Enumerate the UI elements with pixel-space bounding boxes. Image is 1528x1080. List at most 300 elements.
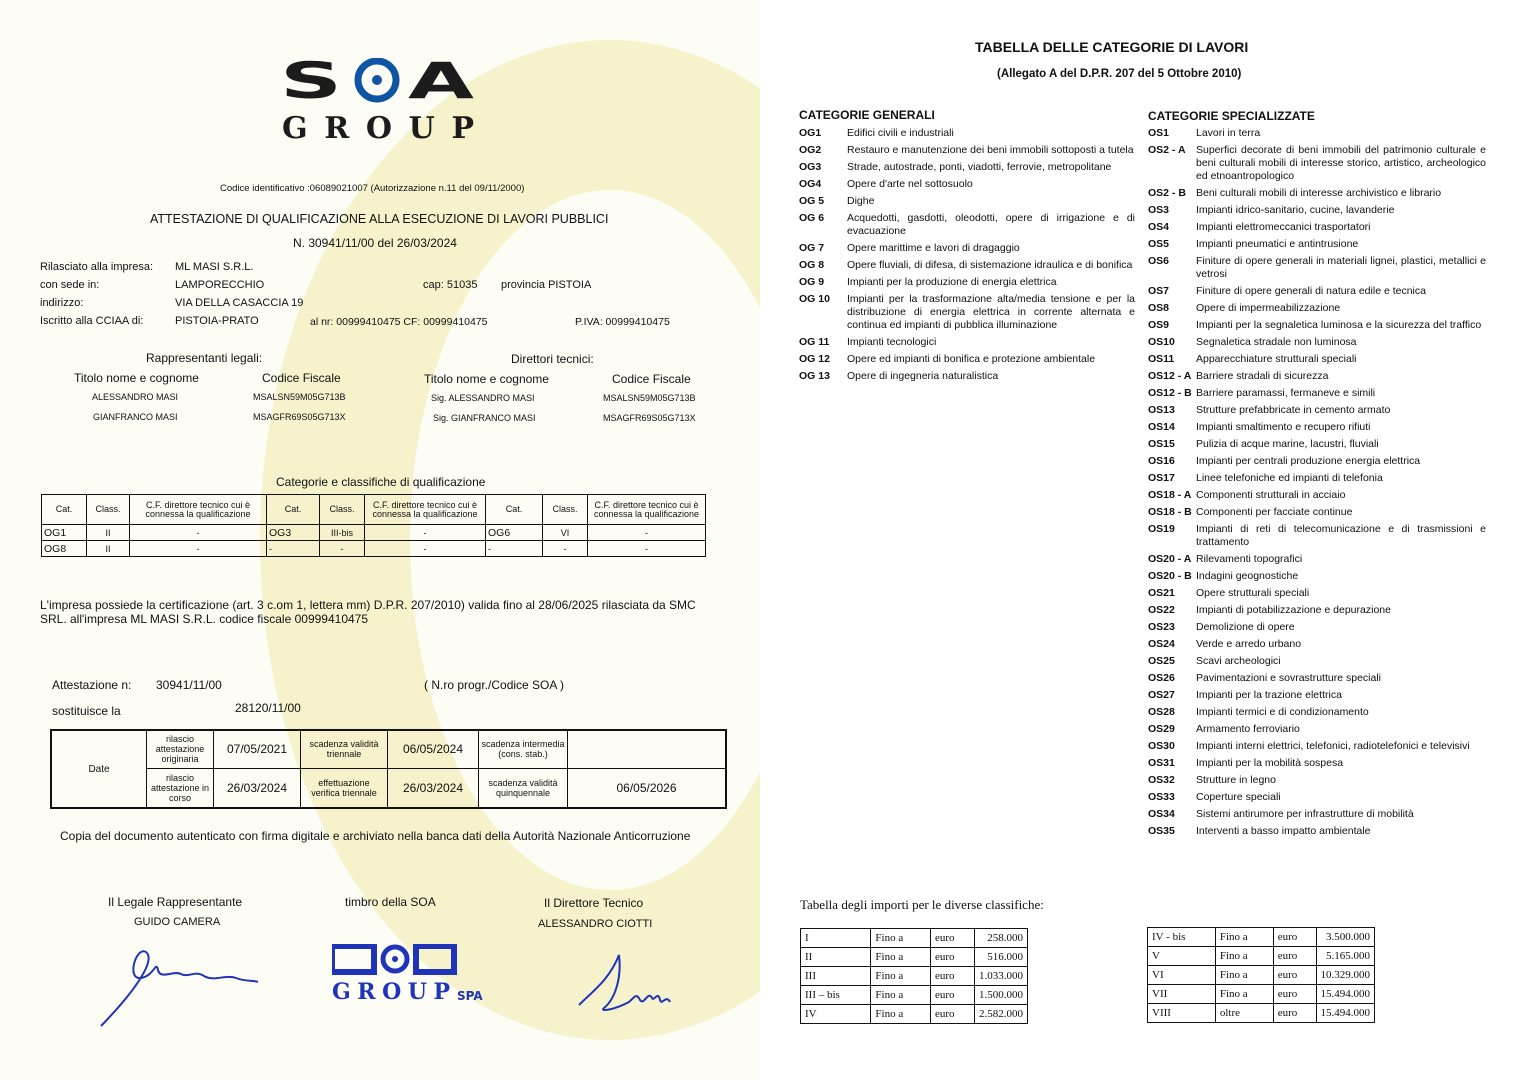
category-description: Finiture di opere generali in materiali lignei, plastici, metallici e vetrosi xyxy=(1196,255,1486,280)
category-code: OS12 - A xyxy=(1148,370,1192,382)
category-code: OS2 - B xyxy=(1148,187,1186,199)
table-row xyxy=(42,525,706,541)
category-description: Impianti idrico-sanitario, cucine, lavanderie xyxy=(1196,204,1395,216)
date-cell-label: rilascio attestazione originaria xyxy=(147,730,214,768)
importi-cell: Fino a xyxy=(1215,985,1273,1004)
category-code: OS11 xyxy=(1148,353,1175,365)
category-code: OS7 xyxy=(1148,285,1170,297)
category-code: OS27 xyxy=(1148,689,1175,701)
category-description: Impianti per la trazione elettrica xyxy=(1196,689,1342,701)
category-description: Dighe xyxy=(847,195,875,207)
category-code: OS10 xyxy=(1148,336,1175,348)
category-description: Impianti per la trasformazione alta/media tensione e per la distribuzione di energia elettrica in corrente alternata e continua ed impianti di pubblica illuminazione xyxy=(847,293,1135,331)
cell: OG6 xyxy=(486,525,543,541)
list-item xyxy=(799,178,1135,191)
legale-name: GUIDO CAMERA xyxy=(134,916,221,928)
category-description: Componenti per facciate continue xyxy=(1196,506,1353,518)
category-description: Opere di ingegneria naturalistica xyxy=(847,370,999,382)
cell: VI xyxy=(543,525,588,541)
importi-cell: euro xyxy=(931,929,975,948)
list-item xyxy=(799,370,1135,383)
category-description: Pavimentazioni e sovrastrutture speciali xyxy=(1196,672,1382,684)
rappresentanti-col-name: Titolo nome e cognome xyxy=(74,371,199,385)
list-item xyxy=(1148,255,1486,281)
soa-group-stamp xyxy=(332,944,492,1004)
table-subtitle: (Allegato A del D.P.R. 207 del 5 Ottobre 2010) xyxy=(997,68,1242,80)
importi-cell: 10.329.000 xyxy=(1316,966,1375,985)
category-description: Lavori in terra xyxy=(1196,127,1261,139)
header-class: Class. xyxy=(543,495,588,525)
category-description: Opere ed impianti di bonifica e protezione ambientale xyxy=(847,353,1096,365)
list-item xyxy=(1148,221,1486,234)
category-description: Componenti strutturali in acciaio xyxy=(1196,489,1346,501)
category-code: OS16 xyxy=(1148,455,1175,467)
importi-cell: 1.033.000 xyxy=(975,967,1028,986)
importi-cell: IV xyxy=(801,1005,871,1024)
importi-cell: V xyxy=(1148,947,1216,966)
list-item xyxy=(1148,421,1486,434)
legale-signature-icon xyxy=(96,940,266,1030)
list-item xyxy=(1148,238,1486,251)
category-description: Strutture prefabbricate in cemento armato xyxy=(1196,404,1391,416)
list-item xyxy=(1148,144,1486,183)
category-description: Demolizione di opere xyxy=(1196,621,1295,633)
table-row xyxy=(801,929,1028,948)
list-item xyxy=(1148,336,1486,349)
importi-cell: euro xyxy=(931,948,975,967)
list-item xyxy=(1148,672,1486,685)
category-code: OG 7 xyxy=(799,242,825,254)
importi-cell: VIII xyxy=(1148,1004,1216,1023)
category-description: Opere fluviali, di difesa, di sistemazione idraulica e di bonifica xyxy=(847,259,1133,271)
list-item xyxy=(1148,523,1486,549)
cell: II xyxy=(87,525,130,541)
indirizzo-value: VIA DELLA CASACCIA 19 xyxy=(175,297,304,309)
categorie-title: Categorie e classifiche di qualificazione xyxy=(276,475,486,489)
category-code: OS17 xyxy=(1148,472,1175,484)
category-code: OS3 xyxy=(1148,204,1170,216)
importi-cell: Fino a xyxy=(871,967,931,986)
list-item xyxy=(799,242,1135,255)
importi-cell: Fino a xyxy=(871,948,931,967)
importi-cell: Fino a xyxy=(1215,928,1273,947)
svg-text:SPA: SPA xyxy=(457,989,483,1003)
category-description: Verde e arredo urbano xyxy=(1196,638,1302,650)
category-code: OS5 xyxy=(1148,238,1170,250)
header-cf: C.F. direttore tecnico cui è connessa la qualificazione xyxy=(130,495,267,525)
list-item xyxy=(1148,740,1486,753)
category-description: Strutture in legno xyxy=(1196,774,1276,786)
soa-group-logo xyxy=(280,58,480,144)
list-item xyxy=(1148,506,1486,519)
list-item xyxy=(799,259,1135,272)
importi-cell: 15.494.000 xyxy=(1316,1004,1375,1023)
category-code: OS25 xyxy=(1148,655,1175,667)
category-code: OG 10 xyxy=(799,293,830,305)
importi-cell: 1.500.000 xyxy=(975,986,1028,1005)
importi-cell: euro xyxy=(931,1005,975,1024)
category-description: Impianti termici e di condizionamento xyxy=(1196,706,1369,718)
cell: - xyxy=(267,541,320,557)
direttori-title: Direttori tecnici: xyxy=(511,352,594,366)
category-code: OS29 xyxy=(1148,723,1175,735)
certificate-page xyxy=(0,0,760,1080)
timbro-label: timbro della SOA xyxy=(345,895,436,909)
direttore-name-sign: ALESSANDRO CIOTTI xyxy=(538,918,653,930)
direttore-title: Il Direttore Tecnico xyxy=(544,896,644,910)
category-code: OG 9 xyxy=(799,276,825,288)
provincia-value: provincia PISTOIA xyxy=(501,279,592,291)
direttore-cf: MSAGFR69S05G713X xyxy=(603,413,696,423)
list-item xyxy=(1148,791,1486,804)
category-description: Impianti per centrali produzione energia elettrica xyxy=(1196,455,1421,467)
header-cat: Cat. xyxy=(42,495,87,525)
category-code: OS12 - B xyxy=(1148,387,1192,399)
importi-cell: IV - bis xyxy=(1148,928,1216,947)
importi-cell: II xyxy=(801,948,871,967)
categories-page xyxy=(762,0,1528,1080)
list-item xyxy=(1148,621,1486,634)
date-cell-label: scadenza validità quinquennale xyxy=(479,768,568,808)
generali-list xyxy=(799,127,1135,387)
table-row xyxy=(1148,985,1375,1004)
list-item xyxy=(1148,187,1486,200)
list-item xyxy=(1148,604,1486,617)
rilasciato-label: Rilasciato alla impresa: xyxy=(40,261,154,273)
importi-cell: euro xyxy=(931,967,975,986)
category-description: Armamento ferroviario xyxy=(1196,723,1300,735)
generali-title: CATEGORIE GENERALI xyxy=(799,108,935,122)
category-description: Coperture speciali xyxy=(1196,791,1281,803)
certificazione-text: L'impresa possiede la certificazione (art. 3 c.om 1, lettera mm) D.P.R. 207/2010) valida fino al 28/06/2025 rilasciata da SMC SRL. all'impresa ML MASI S.R.L. codice fiscale 00999410475 xyxy=(40,598,696,626)
category-description: Opere d'arte nel sottosuolo xyxy=(847,178,973,190)
list-item xyxy=(1148,655,1486,668)
category-code: OS30 xyxy=(1148,740,1175,752)
direttore-name: Sig. GIANFRANCO MASI xyxy=(433,413,536,423)
importi-cell: Fino a xyxy=(1215,947,1273,966)
category-description: Indagini geognostiche xyxy=(1196,570,1299,582)
rappresentanti-col-cf: Codice Fiscale xyxy=(262,371,341,385)
cell: III-bis xyxy=(320,525,365,541)
category-description: Impianti per la mobilità sospesa xyxy=(1196,757,1344,769)
list-item xyxy=(1148,587,1486,600)
direttori-col-cf: Codice Fiscale xyxy=(612,372,691,386)
list-item xyxy=(799,144,1135,157)
cciaa-value: PISTOIA-PRATO xyxy=(175,315,259,327)
category-code: OG3 xyxy=(799,161,822,173)
legale-title: Il Legale Rappresentante xyxy=(108,895,243,909)
category-description: Restauro e manutenzione dei beni immobili sottoposti a tutela xyxy=(847,144,1134,156)
cell: - xyxy=(130,541,267,557)
list-item xyxy=(1148,825,1486,838)
rappresentante-name: ALESSANDRO MASI xyxy=(92,392,179,402)
cell: - xyxy=(543,541,588,557)
list-item xyxy=(799,336,1135,349)
list-item xyxy=(1148,387,1486,400)
cell: OG3 xyxy=(267,525,320,541)
importi-cell: 5.165.000 xyxy=(1316,947,1375,966)
date-cell-label: effettuazione verifica triennale xyxy=(301,768,388,808)
nr-cf-value: al nr: 00999410475 CF: 00999410475 xyxy=(310,316,488,328)
importi-cell: euro xyxy=(1273,1004,1316,1023)
importi-cell: 3.500.000 xyxy=(1316,928,1375,947)
list-item xyxy=(1148,774,1486,787)
category-description: Segnaletica stradale non luminosa xyxy=(1196,336,1357,348)
importi-cell: euro xyxy=(1273,928,1316,947)
cciaa-label: Iscritto alla CCIAA di: xyxy=(40,315,144,327)
category-description: Scavi archeologici xyxy=(1196,655,1281,667)
category-description: Sistemi antirumore per infrastrutture di mobilità xyxy=(1196,808,1414,820)
category-description: Opere di impermeabilizzazione xyxy=(1196,302,1341,314)
table-row xyxy=(42,541,706,557)
category-code: OS15 xyxy=(1148,438,1175,450)
importi-title: Tabella degli importi per le diverse classifiche: xyxy=(800,897,1044,912)
category-code: OS24 xyxy=(1148,638,1175,650)
importi-cell: euro xyxy=(1273,985,1316,1004)
category-description: Barriere stradali di sicurezza xyxy=(1196,370,1329,382)
list-item xyxy=(1148,689,1486,702)
category-description: Interventi a basso impatto ambientale xyxy=(1196,825,1371,837)
svg-text:GROUP: GROUP xyxy=(332,979,450,1004)
piva-value: P.IVA: 00999410475 xyxy=(575,316,670,328)
direttori-col-name: Titolo nome e cognome xyxy=(424,372,549,386)
header-cat: Cat. xyxy=(486,495,543,525)
cell: - xyxy=(130,525,267,541)
category-code: OS31 xyxy=(1148,757,1175,769)
category-code: OS18 - B xyxy=(1148,506,1192,518)
importi-cell: euro xyxy=(1273,966,1316,985)
category-code: OS6 xyxy=(1148,255,1170,267)
list-item xyxy=(1148,285,1486,298)
cell: - xyxy=(588,525,706,541)
category-code: OG 11 xyxy=(799,336,830,348)
date-cell-value: 06/05/2026 xyxy=(568,768,727,808)
sostituisce-label: sostituisce la xyxy=(52,704,121,718)
list-item xyxy=(1148,302,1486,315)
category-description: Superfici decorate di beni immobili del patrimonio culturale e beni culturali mobili di interesse storico, artistico, archeologico ed etnoantropologico xyxy=(1196,144,1486,182)
list-item xyxy=(1148,570,1486,583)
rappresentante-cf: MSALSN59M05G713B xyxy=(253,392,346,402)
date-cell-label: scadenza validità triennale xyxy=(301,730,388,768)
list-item xyxy=(799,195,1135,208)
importi-cell: 2.582.000 xyxy=(975,1005,1028,1024)
svg-text:A: A xyxy=(408,58,475,110)
date-table xyxy=(50,729,727,809)
category-code: OG 13 xyxy=(799,370,830,382)
date-cell-value xyxy=(568,730,727,768)
cell: II xyxy=(87,541,130,557)
rappresentante-name: GIANFRANCO MASI xyxy=(93,412,178,422)
category-description: Rilevamenti topografici xyxy=(1196,553,1303,565)
category-code: OS26 xyxy=(1148,672,1175,684)
category-code: OS23 xyxy=(1148,621,1175,633)
header-cf: C.F. direttore tecnico cui è connessa la qualificazione xyxy=(365,495,486,525)
category-code: OS19 xyxy=(1148,523,1175,535)
category-code: OS2 - A xyxy=(1148,144,1186,156)
attestazione-value: 30941/11/00 xyxy=(156,678,222,692)
category-code: OS4 xyxy=(1148,221,1170,233)
importi-cell: III – bis xyxy=(801,986,871,1005)
table-row xyxy=(1148,966,1375,985)
importi-cell: III xyxy=(801,967,871,986)
category-description: Impianti di potabilizzazione e depurazione xyxy=(1196,604,1391,616)
category-description: Impianti smaltimento e recupero rifiuti xyxy=(1196,421,1371,433)
list-item xyxy=(1148,723,1486,736)
table-row xyxy=(801,1005,1028,1024)
cell: - xyxy=(486,541,543,557)
table-row xyxy=(801,948,1028,967)
list-item xyxy=(799,276,1135,289)
category-description: Strade, autostrade, ponti, viadotti, ferrovie, metropolitane xyxy=(847,161,1112,173)
date-cell-value: 26/03/2024 xyxy=(214,768,301,808)
specializzate-list xyxy=(1148,127,1486,842)
date-cell-value: 26/03/2024 xyxy=(388,768,479,808)
category-code: OS1 xyxy=(1148,127,1170,139)
list-item xyxy=(1148,638,1486,651)
nro-progr-note: ( N.ro progr./Codice SOA ) xyxy=(424,678,565,692)
category-code: OS8 xyxy=(1148,302,1170,314)
importi-cell: euro xyxy=(1273,947,1316,966)
category-code: OG2 xyxy=(799,144,822,156)
list-item xyxy=(1148,706,1486,719)
category-code: OS18 - A xyxy=(1148,489,1192,501)
document-title: ATTESTAZIONE DI QUALIFICAZIONE ALLA ESECUZIONE DI LAVORI PUBBLICI xyxy=(150,212,609,226)
header-cat: Cat. xyxy=(267,495,320,525)
category-code: OS33 xyxy=(1148,791,1175,803)
importi-cell: oltre xyxy=(1215,1004,1273,1023)
list-item xyxy=(1148,404,1486,417)
list-item xyxy=(1148,489,1486,502)
sostituisce-value: 28120/11/00 xyxy=(235,701,301,715)
category-description: Opere marittime e lavori di dragaggio xyxy=(847,242,1020,254)
importi-cell: euro xyxy=(931,986,975,1005)
category-code: OG1 xyxy=(799,127,822,139)
category-code: OS14 xyxy=(1148,421,1175,433)
list-item xyxy=(1148,808,1486,821)
category-code: OG 12 xyxy=(799,353,830,365)
cell: OG1 xyxy=(42,525,87,541)
category-code: OS20 - A xyxy=(1148,553,1192,565)
cell: - xyxy=(588,541,706,557)
list-item xyxy=(1148,370,1486,383)
category-code: OS9 xyxy=(1148,319,1170,331)
category-description: Acquedotti, gasdotti, oleodotti, opere di irrigazione e di evacuazione xyxy=(847,212,1135,237)
cap-value: cap: 51035 xyxy=(423,279,478,291)
direttore-signature-icon xyxy=(574,950,684,1020)
importi-cell: Fino a xyxy=(871,929,931,948)
date-cell-value: 06/05/2024 xyxy=(388,730,479,768)
category-description: Beni culturali mobili di interesse archivistico e librario xyxy=(1196,187,1442,199)
category-description: Impianti elettromeccanici trasportatori xyxy=(1196,221,1371,233)
category-description: Finiture di opere generali di natura edile e tecnica xyxy=(1196,285,1426,297)
attestazione-label: Attestazione n: xyxy=(52,678,132,692)
category-description: Opere strutturali speciali xyxy=(1196,587,1310,599)
header-class: Class. xyxy=(87,495,130,525)
list-item xyxy=(1148,553,1486,566)
category-code: OS35 xyxy=(1148,825,1175,837)
table-title: TABELLA DELLE CATEGORIE DI LAVORI xyxy=(975,39,1249,55)
list-item xyxy=(1148,127,1486,140)
category-description: Impianti di reti di telecomunicazione e di trasmissioni e trattamento xyxy=(1196,523,1486,548)
date-label: Date xyxy=(51,730,147,808)
date-cell-label: scadenza intermedia (cons. stab.) xyxy=(479,730,568,768)
cell: - xyxy=(365,541,486,557)
indirizzo-label: indirizzo: xyxy=(40,297,84,309)
table-row xyxy=(1148,947,1375,966)
category-code: OS32 xyxy=(1148,774,1175,786)
specializzate-title: CATEGORIE SPECIALIZZATE xyxy=(1148,109,1315,123)
category-description: Impianti pneumatici e antintrusione xyxy=(1196,238,1359,250)
list-item xyxy=(799,212,1135,238)
category-code: OS20 - B xyxy=(1148,570,1192,582)
category-description: Impianti tecnologici xyxy=(847,336,937,348)
list-item xyxy=(799,127,1135,140)
date-cell-value: 07/05/2021 xyxy=(214,730,301,768)
category-code: OS28 xyxy=(1148,706,1175,718)
importi-table-left xyxy=(800,928,1028,1024)
importi-cell: 258.000 xyxy=(975,929,1028,948)
header-class: Class. xyxy=(320,495,365,525)
rappresentante-cf: MSAGFR69S05G713X xyxy=(253,412,346,422)
category-code: OG 5 xyxy=(799,195,825,207)
importi-cell: Fino a xyxy=(1215,966,1273,985)
importi-cell: VI xyxy=(1148,966,1216,985)
importi-cell: VII xyxy=(1148,985,1216,1004)
svg-text:GROUP: GROUP xyxy=(282,111,474,144)
category-description: Impianti interni elettrici, telefonici, radiotelefonici e televisivi xyxy=(1196,740,1470,752)
date-cell-label: rilascio attestazione in corso xyxy=(147,768,214,808)
sede-label: con sede in: xyxy=(40,279,100,291)
table-row xyxy=(801,967,1028,986)
category-description: Apparecchiature strutturali speciali xyxy=(1196,353,1357,365)
list-item xyxy=(1148,353,1486,366)
list-item xyxy=(799,353,1135,366)
category-code: OG 6 xyxy=(799,212,825,224)
category-description: Edifici civili e industriali xyxy=(847,127,954,139)
direttore-name: Sig. ALESSANDRO MASI xyxy=(431,393,535,403)
header-cf: C.F. direttore tecnico cui è connessa la qualificazione xyxy=(588,495,706,525)
list-item xyxy=(1148,204,1486,217)
table-row xyxy=(1148,1004,1375,1023)
category-code: OG 8 xyxy=(799,259,825,271)
list-item xyxy=(1148,472,1486,485)
importi-cell: I xyxy=(801,929,871,948)
list-item xyxy=(799,293,1135,332)
cell: - xyxy=(365,525,486,541)
table-row xyxy=(801,986,1028,1005)
direttore-cf: MSALSN59M05G713B xyxy=(603,393,696,403)
svg-text:S: S xyxy=(280,58,342,110)
category-description: Pulizia di acque marine, lacustri, fluviali xyxy=(1196,438,1379,450)
rappresentanti-title: Rappresentanti legali: xyxy=(146,351,263,365)
list-item xyxy=(1148,757,1486,770)
category-description: Barriere paramassi, fermaneve e simili xyxy=(1196,387,1376,399)
importi-cell: Fino a xyxy=(871,986,931,1005)
category-code: OG4 xyxy=(799,178,822,190)
category-description: Impianti per la produzione di energia elettrica xyxy=(847,276,1057,288)
cell: - xyxy=(320,541,365,557)
category-code: OS34 xyxy=(1148,808,1175,820)
category-description: Linee telefoniche ed impianti di telefonia xyxy=(1196,472,1383,484)
importi-table-right xyxy=(1147,927,1375,1023)
cell: OG8 xyxy=(42,541,87,557)
table-row xyxy=(1148,928,1375,947)
category-code: OS13 xyxy=(1148,404,1175,416)
rilasciato-value: ML MASI S.R.L. xyxy=(175,261,254,273)
copia-note: Copia del documento autenticato con firma digitale e archiviato nella banca dati della Autorità Nazionale Anticorruzione xyxy=(60,829,691,843)
list-item xyxy=(1148,438,1486,451)
sede-value: LAMPORECCHIO xyxy=(175,279,265,291)
